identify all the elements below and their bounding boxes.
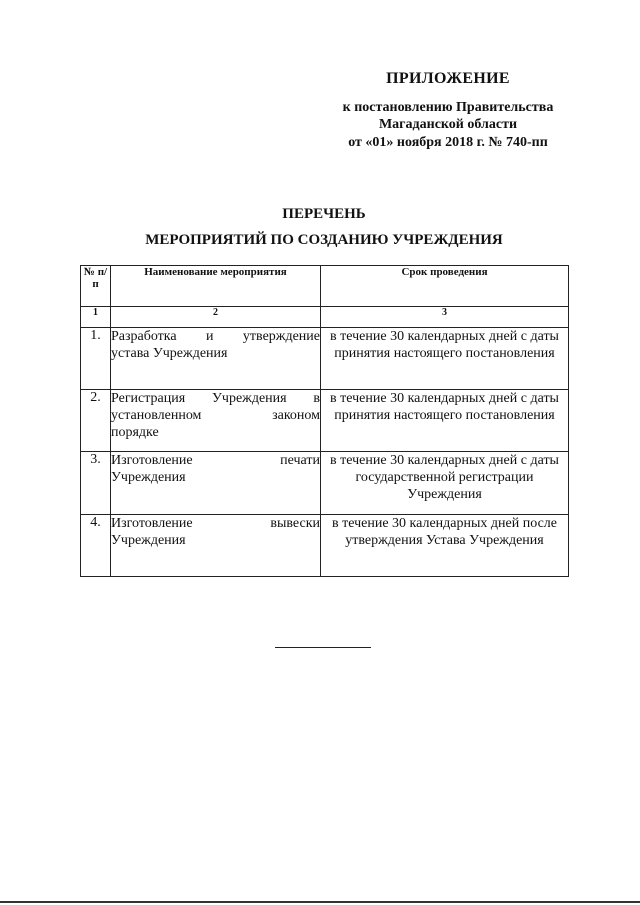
measure-name [111, 452, 321, 515]
measures-table [80, 265, 569, 577]
column-number: 1 [81, 307, 111, 328]
document-subtitle: МЕРОПРИЯТИЙ ПО СОЗДАНИЮ УЧРЕЖДЕНИЯ [145, 232, 503, 248]
header-term: Срок проведения [321, 266, 569, 307]
table-header-row [81, 266, 569, 307]
separator-line [275, 647, 371, 648]
header-name: Наименование мероприятия [111, 266, 321, 307]
measure-name-line: порядке [111, 425, 159, 440]
measure-term: в течение 30 календарных дней после утверждения Устава Учреждения [321, 515, 569, 577]
measure-name-line: Учреждения [111, 470, 186, 485]
column-number: 2 [111, 307, 321, 328]
measure-name-line: Регистрация Учреждения в [111, 391, 320, 406]
row-number: 3. [81, 452, 111, 515]
appendix-line-2: Магаданской области [378, 117, 518, 132]
measure-name-line: Разработка и утверждение [111, 329, 320, 344]
table-row [81, 328, 569, 390]
measure-term: в течение 30 календарных дней с даты принятия настоящего постановления [321, 390, 569, 452]
measure-term: в течение 30 календарных дней с даты принятия настоящего постановления [321, 328, 569, 390]
row-number: 4. [81, 515, 111, 577]
row-number: 2. [81, 390, 111, 452]
document-title: ПЕРЕЧЕНЬ [282, 206, 366, 222]
measure-name-line: устава Учреждения [111, 346, 228, 361]
measure-name-line: Учреждения [111, 533, 186, 548]
column-number: 3 [321, 307, 569, 328]
header-no: № п/п [81, 266, 111, 307]
measure-name [111, 390, 321, 452]
measure-name [111, 515, 321, 577]
column-number-row [81, 307, 569, 328]
measure-name-line: Изготовление вывески [111, 516, 320, 531]
measure-name [111, 328, 321, 390]
row-number: 1. [81, 328, 111, 390]
table-row [81, 390, 569, 452]
table-row [81, 515, 569, 577]
measure-term: в течение 30 календарных дней с даты государственной регистрации Учреждения [321, 452, 569, 515]
measure-name-line: Изготовление печати [111, 453, 320, 468]
measure-name-line: установленном законом [111, 408, 320, 423]
table-row [81, 452, 569, 515]
page-bottom-rule [0, 901, 640, 903]
appendix-title: ПРИЛОЖЕНИЕ [386, 70, 510, 87]
appendix-line-1: к постановлению Правительства [342, 100, 554, 115]
appendix-line-3: от «01» ноября 2018 г. № 740-пп [348, 135, 548, 150]
